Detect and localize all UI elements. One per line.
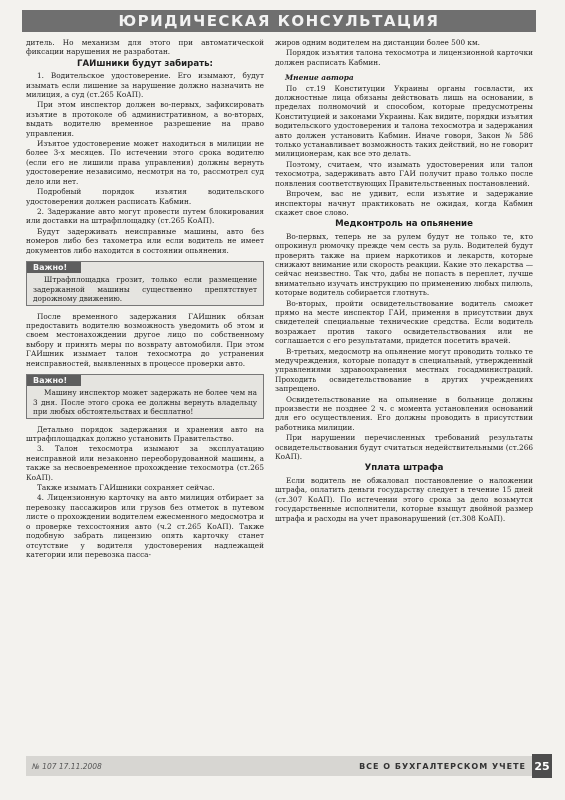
paragraph: Если водитель не обжаловал постановление о наложении штрафа, оплатить деньги государству следует в течение 15 дней (ст.307 КоАП). По истечении этого срока за дело возьмутся государственные исполнители, которые взыщут двойной размер штрафа и расходы на учет правонарушений (ст.308 КоАП). xyxy=(275,475,533,523)
subheading: Медконтроль на опьянение xyxy=(335,219,473,230)
paragraph: Изъятое удостоверение может находиться в милиции не более 3-х месяцев. По истечении этого срока водителю (если его не лишили права управления) должны вернуть удостоверение независимо, несмотря на то, рассмотрел суд дело или нет. xyxy=(26,139,264,186)
paragraph: Подробный порядок изъятия водительского удостоверения должен расписать Кабмин. xyxy=(26,187,264,206)
paragraph: Во-первых, теперь не за рулем будут не только те, кто опрокинул рюмочку прежде чем сесть за руль. Водителей будут проверять также на прием наркотиков и лекарств, которые снижают внимание или скорость реакции. Какие это лекарства — сейчас неизвестно. Так что, дабы не попасть в переплет, лучше внимательно изучать инструкцию по применению любых пилюль, которые водитель собирается глотнуть. xyxy=(275,231,533,298)
paragraph: При нарушении перечисленных требований результаты освидетельствования будут считаться недействительными (ст.266 КоАП). xyxy=(275,433,533,462)
paragraph: 4. Лицензионную карточку на авто милиция отбирает за перевозку пассажиров или грузов без отметок в путевом листе о прохождении водителем ежесменного медосмотра и о проверке техсостояния авто (ч.2 ст.265 КоАП). Также подобную забрать лицензию опять карточку станет отсутствие у водителя удостоверения надлежащей категории или перевозка пасса- xyxy=(26,493,264,559)
section-header xyxy=(22,10,536,32)
paragraph: Во-вторых, пройти освидетельствование водитель сможет прямо на месте инспектор ГАИ, применяя в присутствии двух свидетелей специальные технические средства. Если водитель возражает против такого освидетельствования или не соглашается с его результатами, придется посетить врачей. xyxy=(275,298,533,346)
paragraph: Детально порядок задержания и хранения авто на штрафплощадках должно установить Правительство. xyxy=(26,424,264,444)
author-opinion-heading: Мнение автора xyxy=(285,73,354,83)
important-label: Важно! xyxy=(27,262,81,273)
magazine-title: ВСЕ О БУХГАЛТЕРСКОМ УЧЕТЕ xyxy=(359,761,526,771)
paragraph: Будут задерживать неисправные машины, авто без номеров либо без тахометра или если водитель не имеет документов либо находится в состоянии опьянения. xyxy=(26,226,264,255)
right-column xyxy=(275,38,533,524)
important-note-box xyxy=(26,374,264,419)
paragraph: В-третьих, медосмотр на опьянение могут проводить только те медучреждения, которые попадут в специальный, утвержденный управлениями здравоохранения местных госадминистраций. Проходить освидетельствование в других учреждениях запрещено. xyxy=(275,346,533,394)
page-footer xyxy=(26,756,534,776)
paragraph: дитель. Но механизм для этого при автоматической фиксации нарушения не разработан. xyxy=(26,38,264,57)
paragraph: Поэтому, считаем, что изымать удостоверения или талон техосмотра, задерживать авто ГАИ получит право только после появления соответствующих Правительственных постановлений. xyxy=(275,159,533,188)
paragraph: После временного задержания ГАИшник обязан предоставить водителю возможность уведомить об этом и своем местонахождении другое лицо по собственному выбору и принять меры по возврату автомобиля. При этом ГАИшник изымает талон техосмотра до устранения неисправностей, выявленных в процессе проверки авто. xyxy=(26,311,264,368)
paragraph: 1. Водительское удостоверение. Его изымают, будут изымать если лишение за нарушение должно назначить не милиция, а суд (ст.265 КоАП). xyxy=(26,71,264,100)
paragraph: Также изымать ГАИшники сохраняет сейчас. xyxy=(37,483,215,493)
subheading: ГАИшники будут забирать: xyxy=(77,58,213,69)
paragraph: жиров одним водителем на дистанции более 500 км. xyxy=(275,38,480,47)
left-column xyxy=(26,38,264,560)
paragraph: 2. Задержание авто могут провести путем блокирования или доставки на штрафплощадку (ст.265 КоАП). xyxy=(26,206,264,226)
important-label: Важно! xyxy=(27,375,81,386)
paragraph: При этом инспектор должен во-первых, зафиксировать изъятие в протоколе об административном, а во-вторых, выдать водителю временное разрешение на право управления. xyxy=(26,100,264,138)
paragraph: Порядок изъятия талона техосмотра и лицензионной карточки должен расписать Кабмин. xyxy=(275,48,533,67)
issue-number: № 107 17.11.2008 xyxy=(32,761,102,771)
important-note-text: Машину инспектор может задержать не более чем на 3 дня. После этого срока ее должны вернуть владельцу при любых обстоятельствах и бесплатно! xyxy=(33,388,257,417)
page-number: 25 xyxy=(532,754,552,778)
paragraph: По ст.19 Конституции Украины органы госвласти, их должностные лица обязаны действовать лишь на основании, в пределах полномочий и способом, которые предусмотрены Конституцией и законами Украины. Как видите, порядки изъятия водительского удостоверения и талона техосмотра и задержания авто должен установить Кабмин. Иначе говоря, Закон № 586 только устанавливает возможность таких действий, но не говорит милиционерам, как все это делать. xyxy=(275,83,533,159)
section-title: ЮРИДИЧЕСКАЯ КОНСУЛЬТАЦИЯ xyxy=(118,12,440,30)
paragraph: Освидетельствование на опьянение в больнице должны произвести не позднее 2 ч. с момента установления оснований для его осуществления. Его должны проводить в присутствии работника милиции. xyxy=(275,394,533,432)
paragraph: 3. Талон техосмотра изымают за эксплуатацию неисправной или незаконно переоборудованной машины, а также за несвоевременное прохождение техосмотра (ст.265 КоАП). xyxy=(26,444,264,482)
subheading: Уплата штрафа xyxy=(364,463,444,474)
paragraph: Впрочем, вас не удивит, если изъятие и задержание инспекторы начнут практиковать не ожидая, когда Кабмин скажет свое слово. xyxy=(275,189,533,217)
important-note-box xyxy=(26,261,264,306)
important-note-text: Штрафплощадка грозит, только если размещение задержанной машины существенно препятствует дорожному движению. xyxy=(33,275,257,304)
